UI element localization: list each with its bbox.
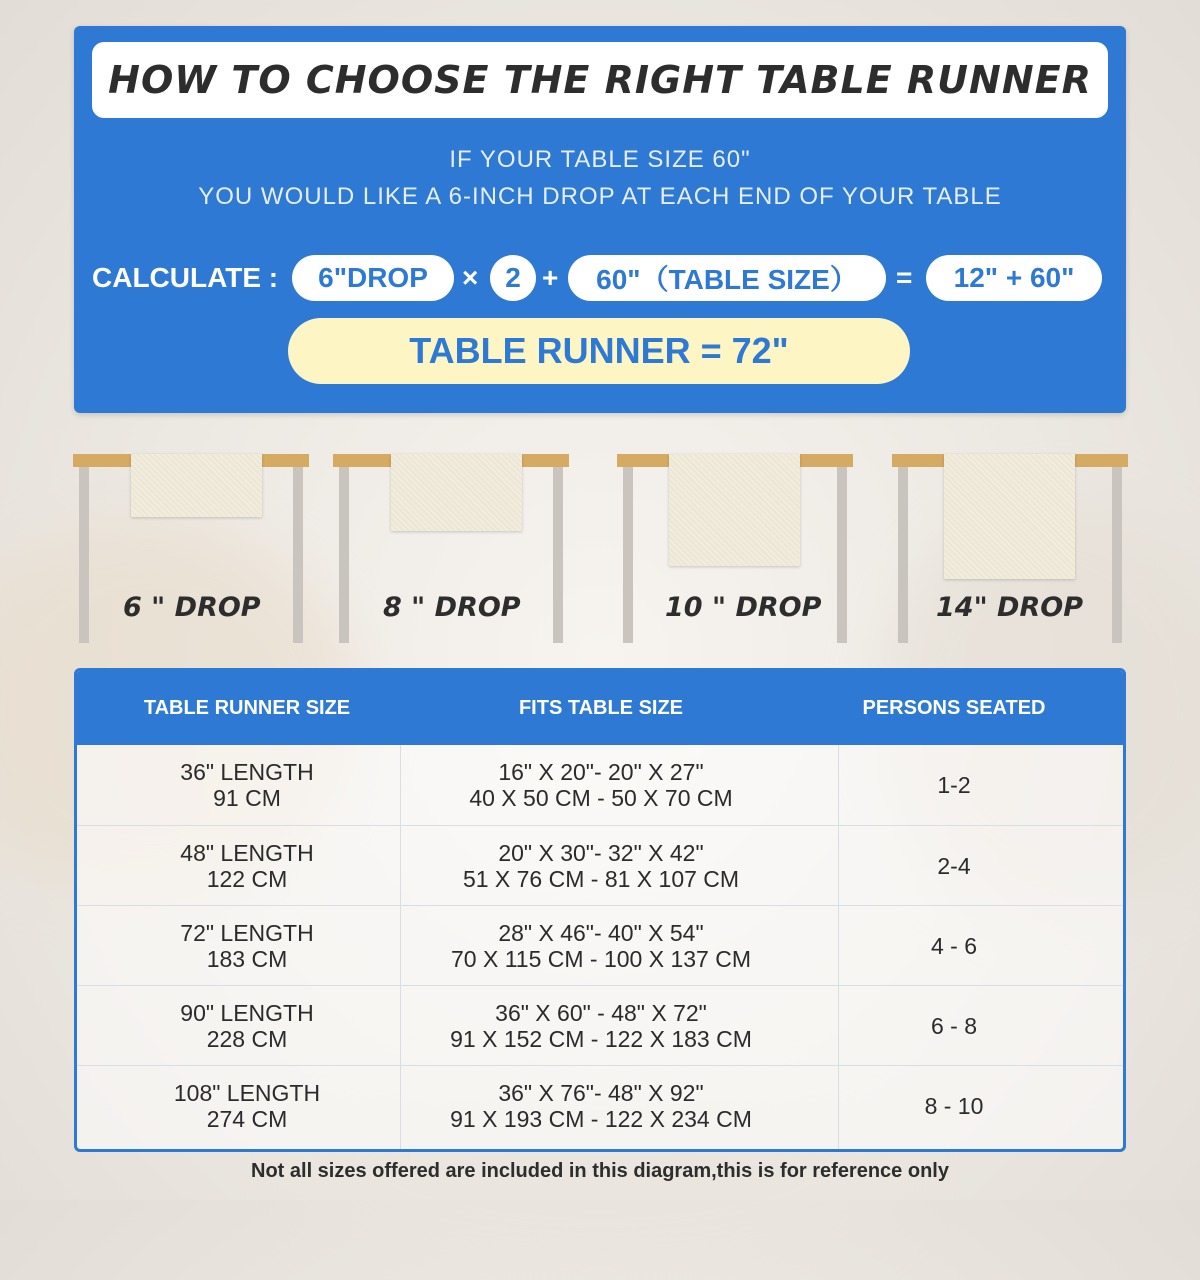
times-symbol: ×	[462, 262, 479, 293]
runner-size-cell: 90" LENGTH 228 CM	[180, 1000, 314, 1052]
calculate-label: CALCULATE :	[92, 262, 279, 293]
table-diagram-10-drop	[617, 454, 853, 654]
fits-size-cell: 36" X 60" - 48" X 72" 91 X 152 CM - 122 X 183 CM	[450, 1000, 752, 1052]
table-leg	[293, 467, 303, 643]
table-row	[77, 985, 1123, 1065]
table-size-pill: 60"（TABLE SIZE）	[568, 255, 886, 301]
persons-cell: 8 - 10	[924, 1093, 984, 1119]
equals-symbol: =	[896, 262, 913, 293]
drop-pill: 6"DROP	[292, 255, 454, 301]
title-banner	[92, 42, 1108, 118]
table-diagram-8-drop	[333, 454, 569, 654]
table-leg	[1112, 467, 1122, 643]
runner-size-cell: 108" LENGTH 274 CM	[173, 1080, 321, 1132]
result-pill: TABLE RUNNER = 72"	[288, 318, 910, 384]
table-leg	[898, 467, 908, 643]
multiplier-circle: 2	[490, 255, 536, 301]
table-leg	[339, 467, 349, 643]
fits-size-cell: 20" X 30"- 32" X 42" 51 X 76 CM - 81 X 107 CM	[462, 840, 740, 892]
intro-line-2: YOU WOULD LIKE A 6-INCH DROP AT EACH END OF YOUR TABLE	[198, 183, 1002, 210]
drop-label: 6 " DROP	[123, 592, 261, 623]
table-row	[77, 825, 1123, 905]
header-fits-table-size: FITS TABLE SIZE	[518, 696, 684, 719]
table-diagram-6-drop	[73, 454, 309, 654]
drop-label: 8 " DROP	[383, 592, 521, 623]
drop-label: 14" DROP	[936, 592, 1083, 623]
table-leg	[79, 467, 89, 643]
sum-pill: 12" + 60"	[926, 255, 1102, 301]
persons-cell: 4 - 6	[930, 933, 978, 959]
intro-line-1: IF YOUR TABLE SIZE 60"	[449, 146, 751, 173]
header-persons-seated: PERSONS SEATED	[862, 696, 1046, 719]
fits-size-cell: 16" X 20"- 20" X 27" 40 X 50 CM - 50 X 70 CM	[469, 759, 733, 811]
table-row	[77, 905, 1123, 985]
persons-cell: 2-4	[937, 853, 971, 879]
runner-drop	[669, 454, 800, 566]
calculation-panel	[74, 26, 1126, 413]
header-runner-size: TABLE RUNNER SIZE	[143, 696, 351, 719]
table-diagram-14-drop	[892, 454, 1128, 654]
fits-size-cell: 36" X 76"- 48" X 92" 91 X 193 CM - 122 X 234 CM	[450, 1080, 752, 1132]
runner-size-cell: 72" LENGTH 183 CM	[180, 920, 314, 972]
runner-size-cell: 36" LENGTH 91 CM	[180, 759, 314, 811]
persons-cell: 6 - 8	[930, 1013, 978, 1039]
runner-drop	[391, 454, 522, 531]
size-table	[74, 668, 1126, 1152]
table-row	[77, 745, 1123, 825]
persons-cell: 1-2	[937, 772, 971, 798]
fits-size-cell: 28" X 46"- 40" X 54" 70 X 115 CM - 100 X 137 CM	[451, 920, 751, 972]
table-row	[77, 1065, 1123, 1145]
table-leg	[623, 467, 633, 643]
runner-drop	[131, 454, 262, 517]
footnote: Not all sizes offered are included in this diagram,this is for reference only	[251, 1160, 949, 1182]
drop-label: 10 " DROP	[665, 592, 822, 623]
table-leg	[553, 467, 563, 643]
plus-symbol: +	[542, 262, 559, 293]
table-header	[77, 671, 1123, 745]
page-title: HOW TO CHOOSE THE RIGHT TABLE RUNNER	[108, 58, 1092, 102]
runner-size-cell: 48" LENGTH 122 CM	[180, 840, 314, 892]
table-leg	[837, 467, 847, 643]
runner-drop	[944, 454, 1075, 579]
